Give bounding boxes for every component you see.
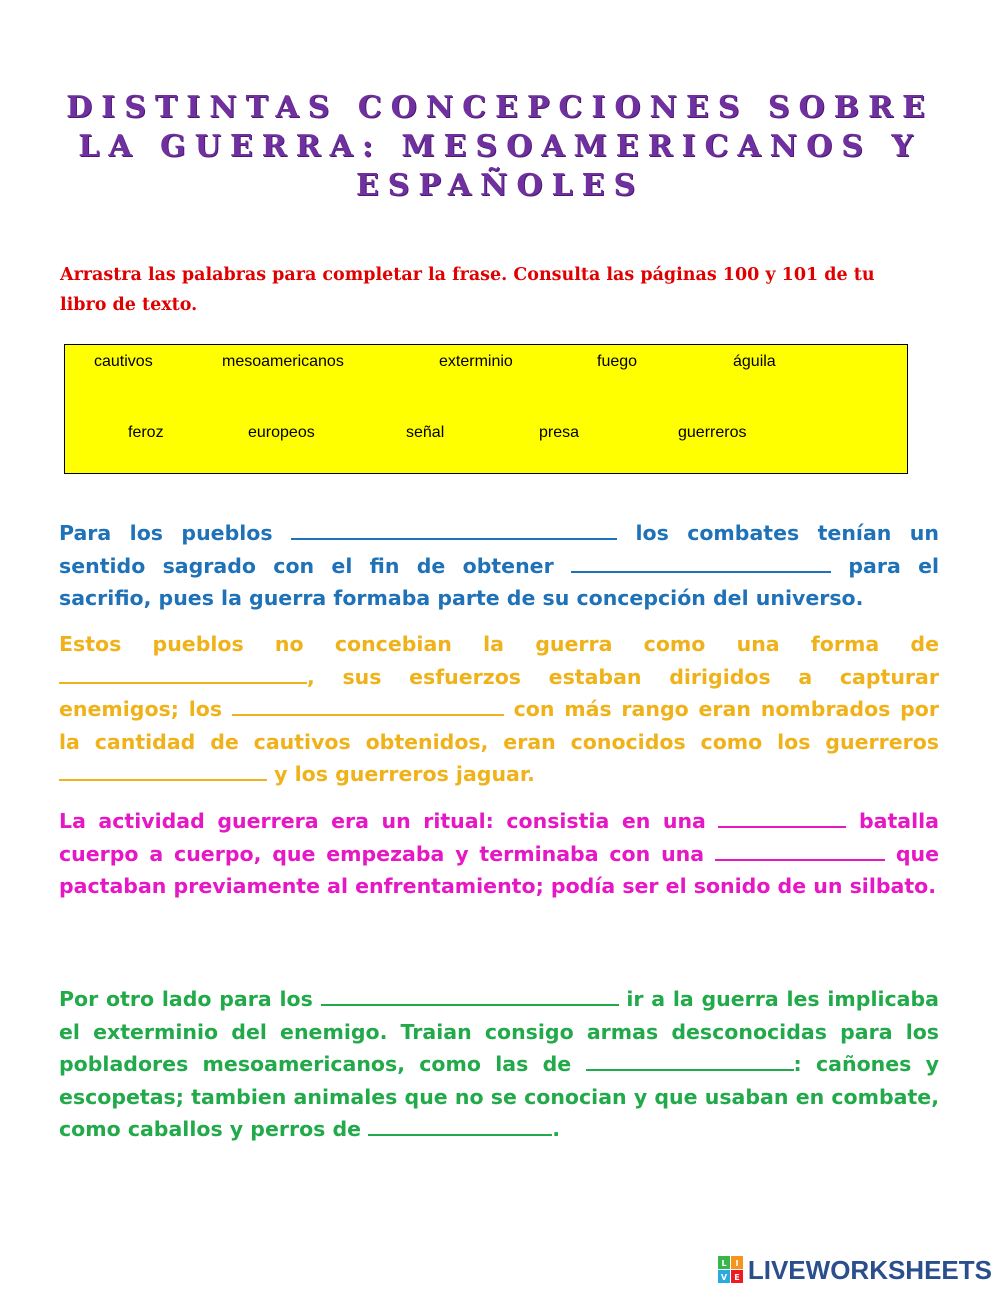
- word-bank: [64, 344, 908, 474]
- paragraph-3-text-1: La actividad guerrera era un ritual: consistia en una: [59, 809, 706, 833]
- paragraph-2: [59, 628, 939, 791]
- word-chip-mesoamericanos[interactable]: mesoamericanos: [222, 353, 344, 370]
- word-chip-feroz[interactable]: feroz: [128, 424, 164, 441]
- word-chip-cautivos[interactable]: cautivos: [94, 353, 153, 370]
- paragraph-2-text-4: y los guerreros jaguar.: [274, 762, 535, 786]
- logo-letter-i: I: [735, 1259, 739, 1268]
- paragraph-1-text-3: para el sacrifio, pues la guerra formaba parte de su concepción del universo.: [59, 553, 940, 610]
- paragraph-4-text-2: ir a la guerra les implicaba el exterminio del enemigo. Traian consigo armas desconocidas para los pobladores mesoamericanos, como las de: [59, 987, 940, 1076]
- paragraph-1: [59, 517, 939, 615]
- answer-blank-6[interactable]: [718, 806, 846, 828]
- answer-blank-1[interactable]: [291, 518, 617, 540]
- paragraph-3: [59, 805, 939, 903]
- liveworksheets-logo-icon: [718, 1256, 744, 1284]
- answer-blank-3[interactable]: [59, 662, 307, 684]
- paragraph-2-text-2: , sus esfuerzos estaban dirigidos a capturar enemigos; los: [59, 664, 939, 721]
- paragraph-3-text-2: batalla cuerpo a cuerpo, que empezaba y terminaba con una: [59, 809, 940, 866]
- logo-letter-l: L: [721, 1259, 727, 1268]
- word-chip-senal[interactable]: señal: [406, 424, 445, 441]
- instructions: Arrastra las palabras para completar la frase. Consulta las páginas 100 y 101 de tu libro de texto.: [60, 265, 875, 315]
- answer-blank-2[interactable]: [571, 551, 831, 573]
- logo-letter-v: V: [720, 1273, 727, 1282]
- page-title: DISTINTAS CONCEPCIONES SOBRE LA GUERRA: MESOAMERICANOS Y ESPAÑOLES: [66, 90, 934, 203]
- answer-blank-9[interactable]: [586, 1049, 794, 1071]
- word-chip-fuego[interactable]: fuego: [597, 353, 638, 370]
- paragraph-2-text-1: Estos pueblos no concebian la guerra como una forma de: [59, 632, 939, 656]
- word-chip-presa[interactable]: presa: [539, 424, 580, 441]
- word-chip-guerreros[interactable]: guerreros: [678, 424, 747, 441]
- paragraph-4-text-3: : cañones y escopetas; tambien animales que no se conocian y que usaban en combate, como caballos y perros de: [59, 1052, 940, 1141]
- liveworksheets-brand[interactable]: [718, 1253, 992, 1287]
- answer-blank-7[interactable]: [715, 839, 885, 861]
- paragraph-4: [59, 983, 939, 1146]
- paragraph-1-text-1: Para los pueblos: [59, 521, 273, 545]
- logo-letter-e: E: [734, 1273, 740, 1282]
- paragraph-4-text-1: Por otro lado para los: [59, 987, 313, 1011]
- brand-name: LIVEWORKSHEETS: [747, 1254, 992, 1285]
- answer-blank-4[interactable]: [232, 694, 504, 716]
- word-chip-europeos[interactable]: europeos: [248, 424, 315, 441]
- answer-blank-5[interactable]: [59, 759, 267, 781]
- answer-blank-8[interactable]: [321, 984, 619, 1006]
- answer-blank-10[interactable]: [368, 1114, 552, 1136]
- word-chip-exterminio[interactable]: exterminio: [439, 353, 513, 370]
- paragraph-2-text-3: con más rango eran nombrados por la cantidad de cautivos obtenidos, eran conocidos como los guerreros: [59, 697, 940, 754]
- paragraph-3-text-3: que pactaban previamente al enfrentamiento; podía ser el sonido de un silbato.: [59, 841, 940, 898]
- paragraph-4-text-4: .: [552, 1117, 561, 1141]
- paragraph-1-text-2: los combates tenían un sentido sagrado con el fin de obtener: [59, 521, 939, 578]
- word-chip-aguila[interactable]: águila: [733, 353, 776, 370]
